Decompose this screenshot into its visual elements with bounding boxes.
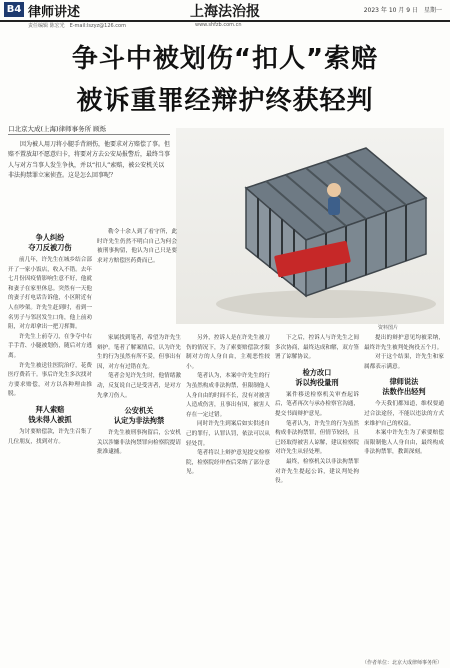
paragraph: 今天我们都知道，维权要通过合法途径，不能以违法的方式来维护自己的权益。: [364, 401, 444, 427]
cage-illustration: [176, 128, 444, 324]
article-column-2: [97, 334, 181, 656]
paragraph: 另外，控诉人是在许先生被刀伤的情况下，为了索要赔偿款才限制对方的人身自由，主观恶性较小。: [186, 335, 270, 370]
issue-date: 2023 年 10 月 9 日 星期一: [363, 7, 442, 14]
subhead-3: 公安机关 认定为非法拘禁: [113, 406, 165, 426]
paragraph: 笔者会见许先生时，他情绪激动，反复说自己是受害者，是对方先拿刀伤人。: [97, 373, 181, 399]
paragraph: 许先生上前夺刀，在争夺中右手手背、小腿被划伤，随后对方逃离。: [8, 333, 92, 359]
paragraph: 同时许先生到案后如实供述自己的罪行，认罪认罚，依法可以从轻处罚。: [186, 421, 270, 447]
paragraph: 笔者将以上辩护意见提交检察院，检察院经审查后采纳了部分意见。: [186, 450, 270, 476]
illustration: [176, 128, 444, 324]
editor-line: 责任编辑 陈宏光 E-mail:lszyz@126.com: [28, 23, 126, 29]
paragraph: 笔者认为，许先生的行为虽然构成非法拘禁罪，但情节较轻，且已经取得被害人谅解，建议检察院对许先生从轻处理。: [275, 420, 359, 456]
subhead-4: 检方改口 诉以拘役量刑: [295, 367, 339, 387]
paragraph: 许先生被刑事拘留后，公安机关以涉嫌非法拘禁罪向检察院提请批准逮捕。: [97, 430, 181, 456]
paragraph: 前几年，许先生在城乡结合部开了一家小饭店，收入不错。去年七月份因疫情影响生意不好，他就和妻子在家里休息。突然有一天他的妻子打电话告诉他，小区附近有人在吵架。许先生赶到时，看到一名男子与邻居发生口角，他上前劝阻，对方却拿出一把刀挥舞。: [8, 257, 92, 331]
headline-line-1: 争斗中被划伤“扣人”索赔: [71, 44, 379, 74]
divider: [8, 134, 170, 135]
paragraph: 许先生被送往医院治疗，花费医疗费若干。事后许先生多次找对方要求赔偿，对方以各种理由推脱。: [8, 362, 92, 398]
paragraph: 本案中许先生为了索要赔偿而限制他人人身自由，最终构成非法拘禁罪，教训深刻。: [364, 430, 444, 456]
paragraph: 为讨要赔偿款，许先生召集了几位朋友，找到对方。: [8, 428, 92, 445]
article-column-5: [364, 334, 444, 656]
article-column-3: [186, 334, 270, 656]
masthead: [0, 0, 450, 22]
article-column-1: [8, 228, 92, 656]
article-intro: 因为被人用刀将小腿手背割伤，他要求对方赔偿了事。但赔不置放却不愿意归卡，将要对方去公安局报警后，最终当事人与对方当事人发生争执，并以“扣人”索赔，被公安机关以非法拘禁罪立案侦查。这是怎么回事呢？: [8, 141, 171, 179]
article-column-2-top: [97, 228, 177, 328]
paragraph: 对于这个结果，许先生和家属都表示满意。: [364, 354, 444, 370]
newspaper-name: 上海法治报: [190, 4, 260, 20]
website-url: www.shfzb.com.cn: [195, 22, 242, 28]
paragraph: 下之后，控诉人与许先生之间多次协商，最终达成和解，双方签署了谅解协议。: [275, 335, 359, 361]
subhead-2: 拜人索赔 钱未得人被抓: [28, 404, 72, 424]
author-affiliation: （作者单位：北京大成律师事务所）: [361, 660, 442, 666]
article-column-4: [275, 334, 359, 656]
paragraph: 笔者认为，本案中许先生的行为虽然构成非法拘禁，但限制他人人身自由的时间不长，没有对被害人造成伤害，且事出有因，被害人存在一定过错。: [186, 373, 270, 418]
paragraph: 最终，检察机关以非法拘禁罪对许先生提起公诉，建议判处拘役。: [275, 458, 359, 485]
photo-credit: 资料图片: [378, 325, 399, 331]
section-title: 律师讲述: [28, 5, 81, 20]
subhead-1: 争人纠纷 夺刀反被刀伤: [28, 233, 72, 252]
paragraph: 家属找到笔者，希望为许先生辩护。笔者了解案情后，认为许先生的行为虽然有所不妥，但事出有因，对方有过错在先。: [97, 335, 181, 370]
page-number: B4: [4, 2, 24, 17]
paragraph: 勒令十余人到了看守所，此时许先生仍然不明白自己为何会被刑事拘留，他认为自己只是要求对方赔偿医药费而已。: [97, 229, 177, 264]
paragraph: 提出的辩护意见均被采纳，最终许先生被判处拘役五个月。: [364, 335, 444, 351]
subhead-5: 律师说法 法数作出轻判: [382, 377, 426, 397]
headline-line-2: 被诉重罪经辩护终获轻判: [76, 86, 374, 116]
paragraph: 案件移送检察机关审查起诉后，笔者再次与承办检察官沟通，提交书面辩护意见。: [275, 391, 359, 417]
byline: 口北京大成(上海)律师事务所 顾烁: [8, 125, 107, 133]
